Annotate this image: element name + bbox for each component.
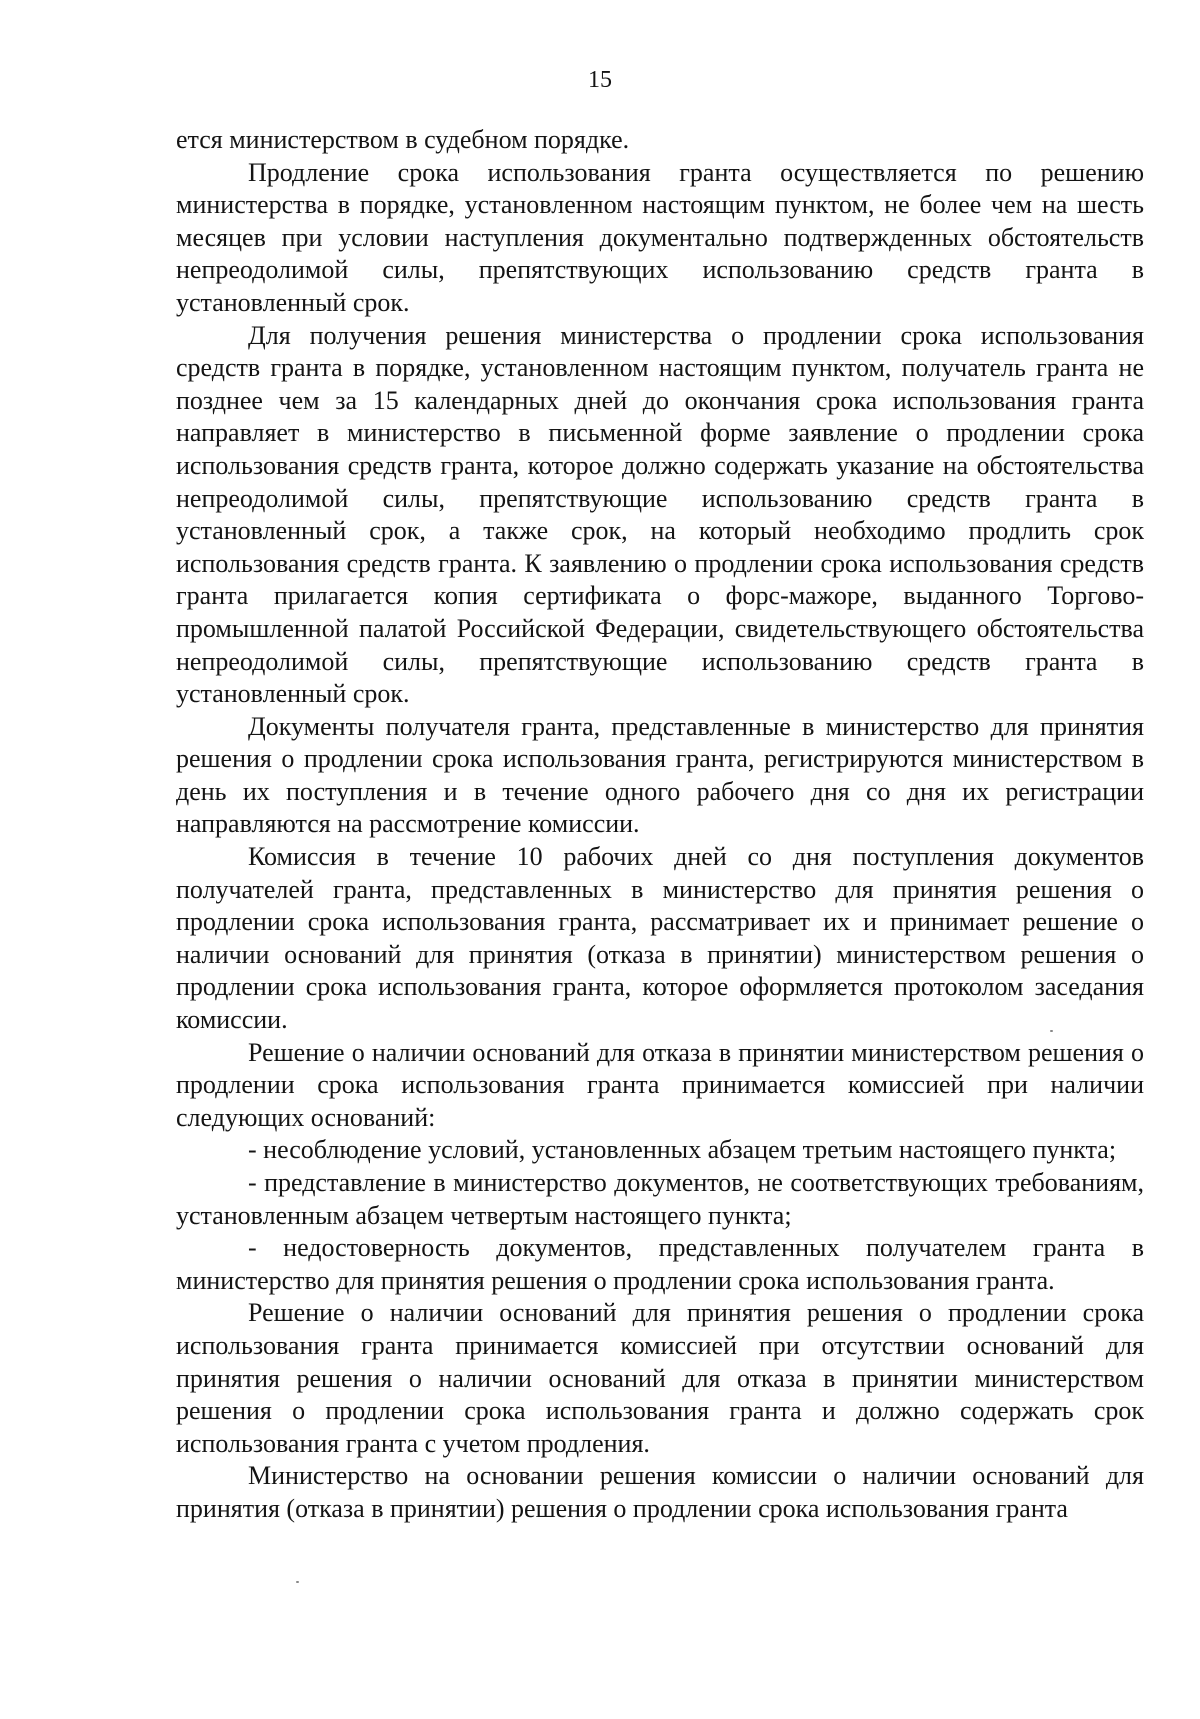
- paragraph-ministry-decision: Министерство на основании решения комиссии о наличии оснований для принятия (отказа в принятии) решения о продлении срока использования гранта: [176, 1461, 1144, 1523]
- document-body: [176, 124, 1144, 1526]
- paragraph-document-registration: Документы получателя гранта, представленные в министерство для принятия решения о продлении срока использования гранта, регистрируются министерством в день их поступления и в течение одного рабочего дня со дня их регистрации направляются на рассмотрение комиссии.: [176, 711, 1144, 839]
- paragraph-application-procedure: Для получения решения министерства о продлении срока использования средств гранта в порядке, установленном настоящим пунктом, получатель гранта не позднее чем за 15 календарных дней до окончания срока использования гранта направляет в министерство в письменной форме заявление о продлении срока использования средств гранта, которое должно содержать указание на обстоятельства непреодолимой силы, препятствующие использованию средств гранта в установленный срок, а также срок, на который необходимо продлить срок использования средств гранта. К заявлению о продлении срока использования средств гранта прилагается копия сертификата о форс-мажоре, выданного Торгово-промышленной палатой Российской Федерации, свидетельствующего обстоятельства непреодолимой силы, препятствующие использованию средств гранта в установленный срок.: [176, 320, 1144, 709]
- list-item-unreliable-documents: - недостоверность документов, представленных получателем гранта в министерство для принятия решения о продлении срока использования гранта.: [176, 1233, 1144, 1295]
- scan-speck: [1050, 1030, 1053, 1032]
- list-item-noncompliance: - несоблюдение условий, установленных абзацем третьим настоящего пункта;: [248, 1135, 1117, 1165]
- paragraph-extension-decision: Решение о наличии оснований для принятия решения о продлении срока использования гранта принимается комиссией при отсутствии оснований для принятия решения о наличии оснований для отказа в принятии министерством решения о продлении срока использования гранта и должно содержать срок использования гранта с учетом продления.: [176, 1298, 1144, 1458]
- page-number: 15: [588, 67, 612, 93]
- paragraph-commission-review: Комиссия в течение 10 рабочих дней со дня поступления документов получателей гранта, представленных в министерство для принятия решения о продлении срока использования гранта, рассматривает их и принимает решение о наличии оснований для принятия (отказа в принятии) министерством решения о продлении срока использования гранта, которое оформляется протоколом заседания комиссии.: [176, 842, 1144, 1035]
- paragraph-refusal-grounds: Решение о наличии оснований для отказа в принятии министерством решения о продлении срока использования гранта принимается комиссией при наличии следующих оснований:: [176, 1037, 1144, 1132]
- paragraph-continuation: ется министерством в судебном порядке.: [176, 125, 630, 154]
- scan-speck: [296, 1581, 299, 1583]
- list-item-nonconforming-documents: - представление в министерство документов, не соответствующих требованиям, установленным абзацем четвертым настоящего пункта;: [176, 1168, 1144, 1230]
- paragraph-extension-conditions: Продление срока использования гранта осуществляется по решению министерства в порядке, установленном настоящим пунктом, не более чем на шесть месяцев при условии наступления документально подтвержденных обстоятельств непреодолимой силы, препятствующих использованию средств гранта в установленный срок.: [176, 157, 1144, 317]
